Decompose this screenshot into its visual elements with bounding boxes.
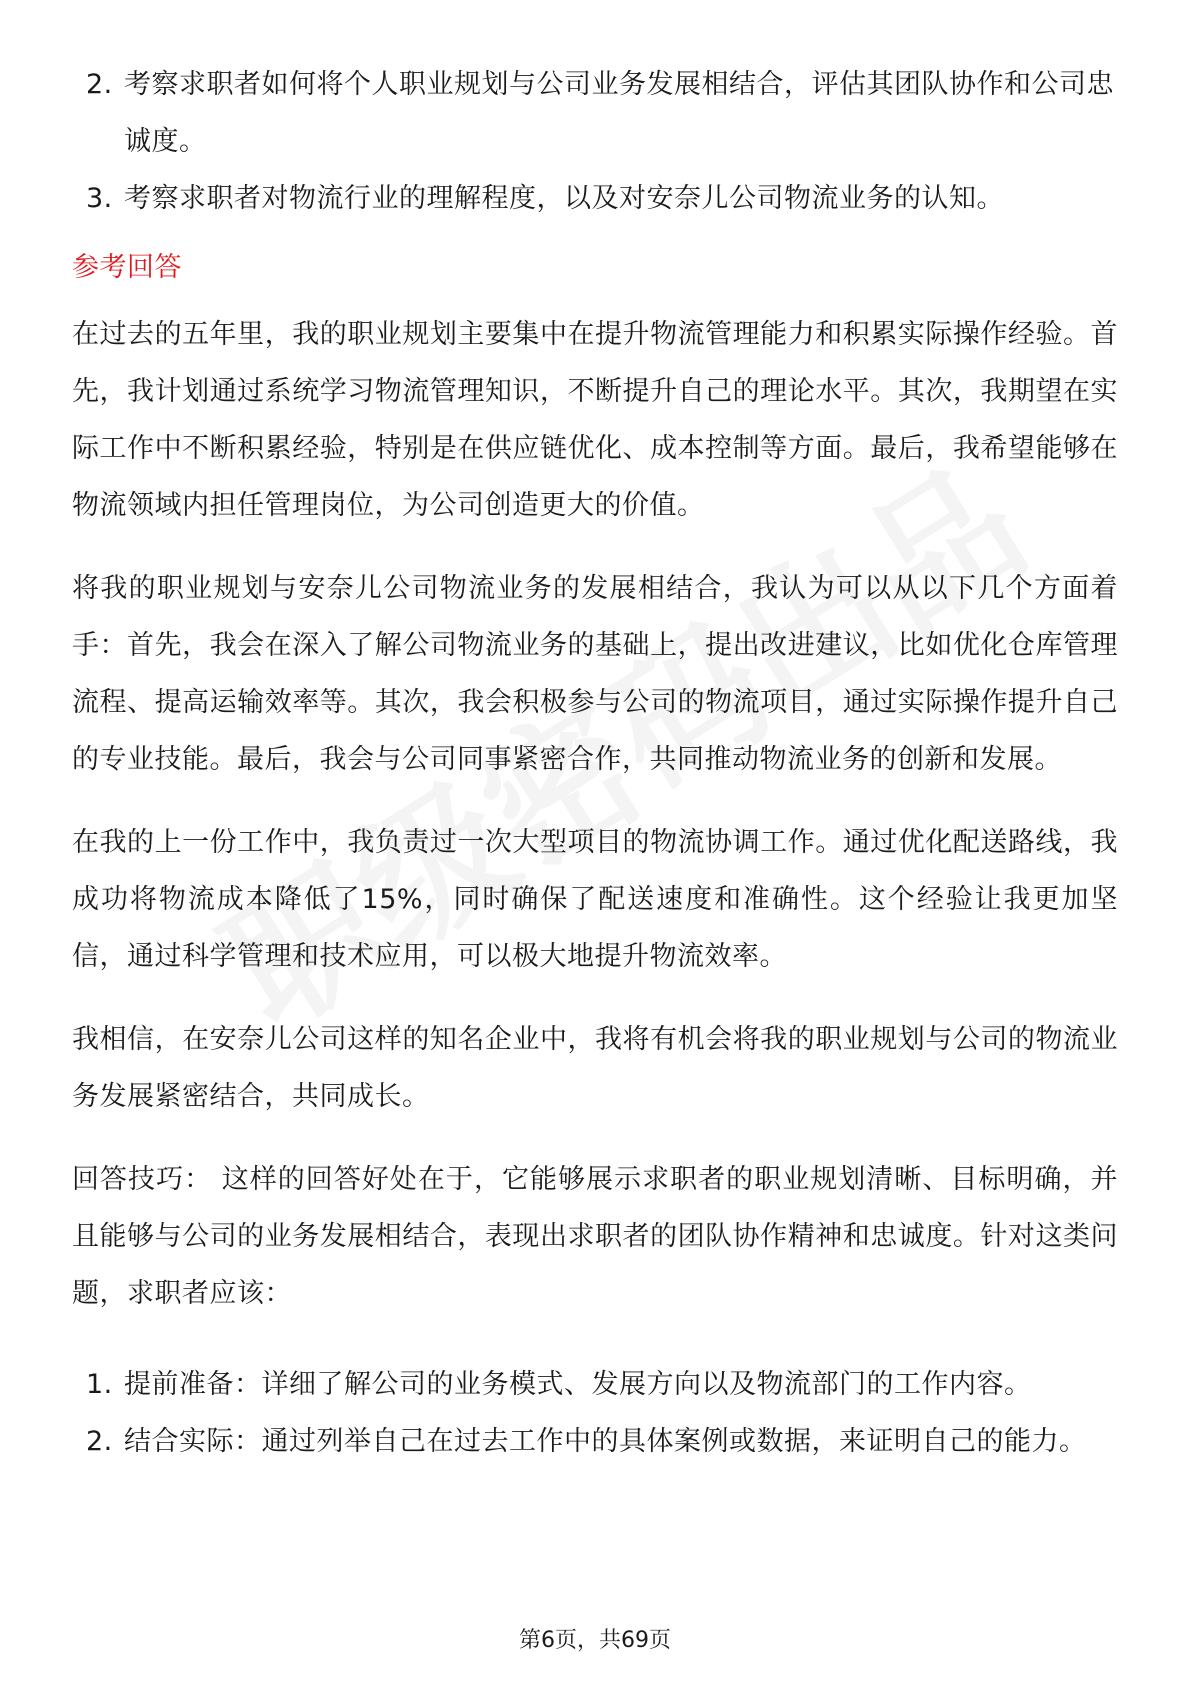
list-text: 结合实际：通过列举自己在过去工作中的具体案例或数据，来证明自己的能力。 xyxy=(124,1426,1087,1457)
list-text: 提前准备：详细了解公司的业务模式、发展方向以及物流部门的工作内容。 xyxy=(124,1369,1032,1400)
paragraph: 在过去的五年里，我的职业规划主要集中在提升物流管理能力和积累实际操作经验。首先，我计划通过系统学习物流管理知识，不断提升自己的理论水平。其次，我期望在实际工作中不断积累经验，特别是在供应链优化、成本控制等方面。最后，我希望能够在物流领域内担任管理岗位，为公司创造更大的价值。 xyxy=(72,319,1118,521)
answer-heading: 参考回答 xyxy=(72,252,182,283)
list-number: 2. xyxy=(86,69,113,100)
list-number: 3. xyxy=(86,183,113,214)
list-item xyxy=(72,170,1118,227)
list-number: 2. xyxy=(86,1426,113,1457)
list-item xyxy=(72,56,1118,170)
list-item xyxy=(72,1356,1118,1413)
list-text: 考察求职者如何将个人职业规划与公司业务发展相结合，评估其团队协作和公司忠诚度。 xyxy=(124,69,1114,157)
intent-list xyxy=(72,56,1118,227)
paragraph: 我相信，在安奈儿公司这样的知名企业中，我将有机会将我的职业规划与公司的物流业务发展紧密结合，共同成长。 xyxy=(72,1024,1118,1112)
paragraph: 在我的上一份工作中，我负责过一次大型项目的物流协调工作。通过优化配送路线，我成功将物流成本降低了15%，同时确保了配送速度和准确性。这个经验让我更加坚信，通过科学管理和技术应用，可以极大地提升物流效率。 xyxy=(72,827,1118,972)
list-item xyxy=(72,1413,1118,1470)
answer-tips-paragraph: 回答技巧： 这样的回答好处在于，它能够展示求职者的职业规划清晰、目标明确，并且能够与公司的业务发展相结合，表现出求职者的团队协作精神和忠诚度。针对这类问题，求职者应该： xyxy=(72,1164,1118,1309)
page-footer: 第6页，共69页 xyxy=(519,1628,671,1653)
tips-list xyxy=(72,1356,1118,1470)
paragraph: 将我的职业规划与安奈儿公司物流业务的发展相结合，我认为可以从以下几个方面着手：首先，我会在深入了解公司物流业务的基础上，提出改进建议，比如优化仓库管理流程、提高运输效率等。其次，我会积极参与公司的物流项目，通过实际操作提升自己的专业技能。最后，我会与公司同事紧密合作，共同推动物流业务的创新和发展。 xyxy=(72,573,1118,775)
list-text: 考察求职者对物流行业的理解程度，以及对安奈儿公司物流业务的认知。 xyxy=(124,183,1004,214)
list-number: 1. xyxy=(86,1369,113,1400)
page-content xyxy=(72,56,1118,1470)
